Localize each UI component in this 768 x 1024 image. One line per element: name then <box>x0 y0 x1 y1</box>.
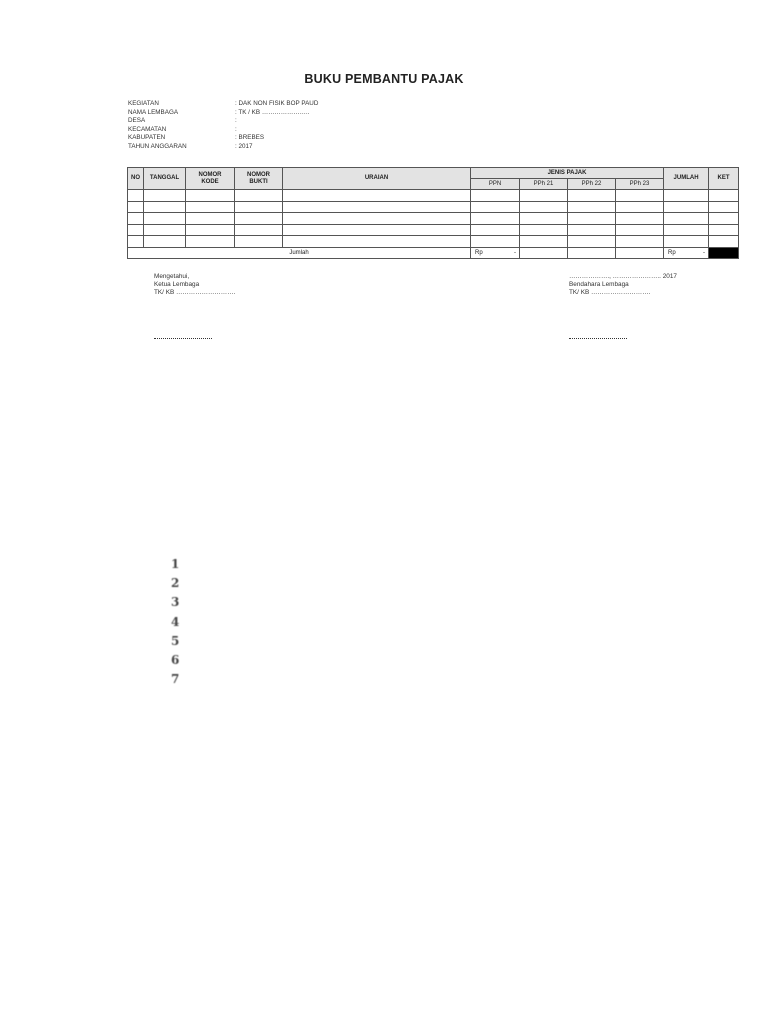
cell <box>664 236 709 248</box>
cell <box>568 190 616 202</box>
cell <box>283 201 471 213</box>
cell <box>128 201 144 213</box>
header-pph23: PPh 23 <box>616 179 664 190</box>
cell <box>144 190 186 202</box>
cell <box>616 213 664 225</box>
cell <box>235 201 283 213</box>
meta-value: : <box>235 125 237 133</box>
cell <box>616 201 664 213</box>
table-row <box>128 190 739 202</box>
currency-label: Rp <box>668 249 676 256</box>
cell <box>664 213 709 225</box>
signature-line-right <box>569 338 627 339</box>
cell <box>520 224 568 236</box>
cell <box>186 224 235 236</box>
list-item: 5 <box>171 633 180 648</box>
cell <box>616 236 664 248</box>
cell <box>235 190 283 202</box>
cell <box>568 224 616 236</box>
header-no: NO <box>128 168 144 190</box>
cell <box>471 213 520 225</box>
cell <box>144 213 186 225</box>
total-pph22 <box>568 247 616 258</box>
cell <box>520 213 568 225</box>
cell <box>709 201 739 213</box>
total-pph21 <box>520 247 568 258</box>
cell <box>664 201 709 213</box>
meta-label: KECAMATAN <box>128 125 167 133</box>
list-item: 6 <box>171 652 180 667</box>
meta-label: KABUPATEN <box>128 134 166 141</box>
header-ppn: PPN <box>471 179 520 190</box>
header-pph21: PPh 21 <box>520 179 568 190</box>
header-tanggal: TANGGAL <box>144 168 186 190</box>
table-row <box>128 236 739 248</box>
cell <box>471 236 520 248</box>
header-jumlah: JUMLAH <box>664 168 709 190</box>
total-jumlah <box>664 247 709 258</box>
sign-left-line1: Mengetahui, <box>154 273 190 280</box>
header-nomor-bukti: NOMOR BUKTI <box>235 168 283 190</box>
meta-label: KEGIATAN <box>128 100 159 107</box>
sign-right-line3: TK/ KB ………………………. <box>569 289 651 296</box>
list-item: 3 <box>171 595 180 610</box>
total-ket <box>709 247 739 258</box>
cell <box>664 190 709 202</box>
cell <box>186 236 235 248</box>
list-item: 7 <box>171 672 180 687</box>
cell <box>144 236 186 248</box>
meta-label: TAHUN ANGGARAN <box>128 142 187 150</box>
cell <box>235 213 283 225</box>
sign-right-line1: ………………., ………………….. 2017 <box>569 273 677 280</box>
cell <box>664 224 709 236</box>
total-label: Jumlah <box>128 247 471 258</box>
page-title: BUKU PEMBANTU PAJAK <box>304 72 464 86</box>
cell <box>568 201 616 213</box>
currency-label: Rp <box>475 249 483 256</box>
total-jumlah-value: - <box>703 249 706 256</box>
cell <box>709 190 739 202</box>
signature-right <box>569 273 677 297</box>
cell <box>709 213 739 225</box>
cell <box>568 236 616 248</box>
meta-label: NAMA LEMBAGA <box>128 108 179 116</box>
cell <box>471 224 520 236</box>
cell <box>128 190 144 202</box>
header-uraian: URAIAN <box>283 168 471 190</box>
cell <box>283 236 471 248</box>
cell <box>144 224 186 236</box>
cell <box>235 224 283 236</box>
cell <box>471 190 520 202</box>
signature-left <box>154 273 235 297</box>
cell <box>520 201 568 213</box>
cell <box>186 201 235 213</box>
cell <box>709 236 739 248</box>
header-pph22: PPh 22 <box>568 179 616 190</box>
signature-line-left <box>154 338 212 339</box>
cell <box>471 201 520 213</box>
tax-ledger-table <box>127 167 739 259</box>
cell <box>186 213 235 225</box>
sign-left-line2: Ketua Lembaga <box>154 281 200 288</box>
header-jenis-pajak: JENIS PAJAK <box>471 168 664 179</box>
total-row <box>128 247 739 258</box>
cell <box>128 224 144 236</box>
list-item: 2 <box>171 576 180 591</box>
cell <box>144 201 186 213</box>
header-ket: KET <box>709 168 739 190</box>
meta-value: : DAK NON FISIK BOP PAUD <box>235 100 319 107</box>
meta-value: : <box>235 117 237 124</box>
table-row <box>128 224 739 236</box>
cell <box>568 213 616 225</box>
cell <box>128 213 144 225</box>
cell <box>283 213 471 225</box>
meta-value: : TK / KB ………………….. <box>235 108 310 116</box>
table-row <box>128 201 739 213</box>
cell <box>186 190 235 202</box>
sign-right-line2: Bendahara Lembaga <box>569 281 629 288</box>
cell <box>128 236 144 248</box>
cell <box>616 190 664 202</box>
cell <box>283 224 471 236</box>
meta-label: DESA <box>128 117 146 124</box>
cell <box>235 236 283 248</box>
cell <box>520 236 568 248</box>
cell <box>616 224 664 236</box>
number-list <box>171 555 179 689</box>
total-pph23 <box>616 247 664 258</box>
total-ppn-value: - <box>514 249 516 256</box>
sign-left-line3: TK/ KB ………………………. <box>154 289 236 296</box>
meta-value: : BREBES <box>235 134 265 141</box>
table-row <box>128 213 739 225</box>
cell <box>709 224 739 236</box>
meta-value: : 2017 <box>235 142 253 150</box>
cell <box>520 190 568 202</box>
header-nomor-kode: NOMOR KODE <box>186 168 235 190</box>
list-item: 4 <box>171 614 180 629</box>
cell <box>283 190 471 202</box>
total-ppn <box>471 247 520 258</box>
list-item: 1 <box>171 557 180 571</box>
